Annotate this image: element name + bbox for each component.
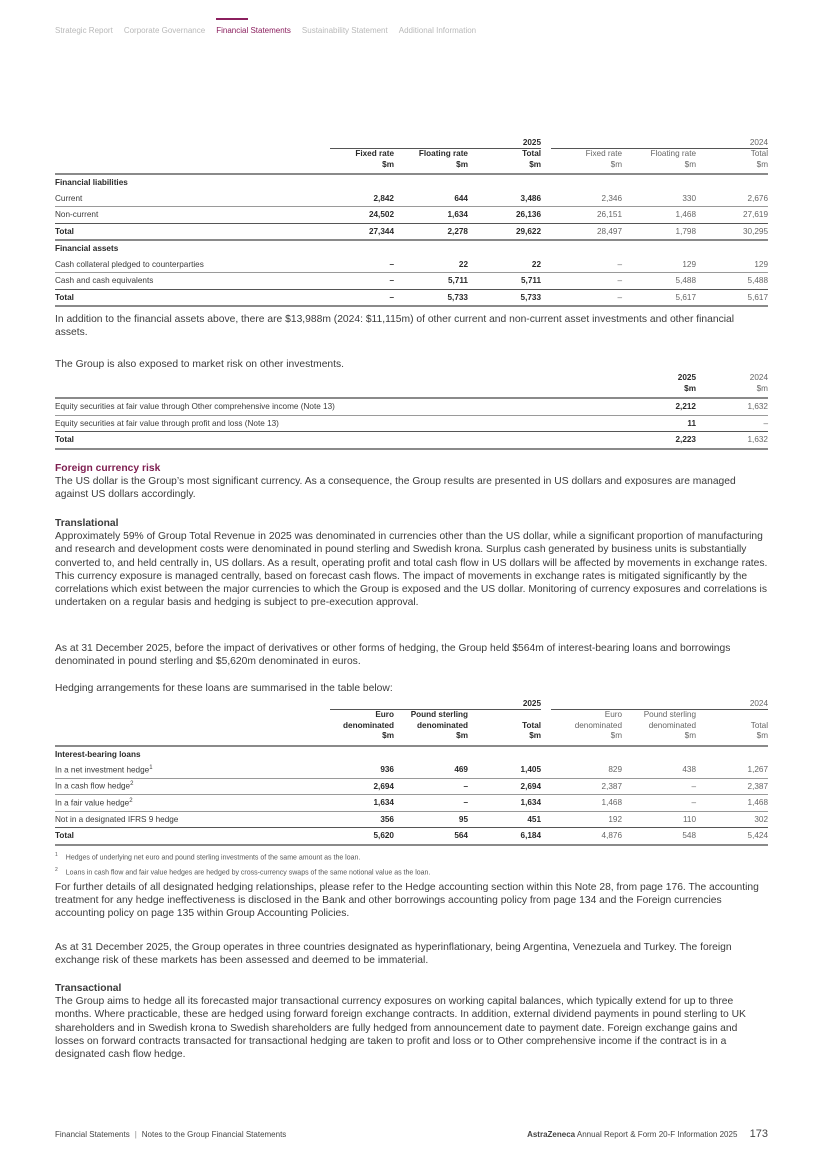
header-line: $m: [610, 159, 623, 169]
value-cell: 2,676: [696, 191, 768, 207]
year-cell: [541, 137, 768, 149]
value-cell: 2,694: [330, 778, 394, 795]
value-cell: 2,387: [541, 778, 622, 795]
year-row: [55, 137, 768, 149]
data-table: [55, 373, 768, 450]
row-label-text: In a net investment hedge: [55, 765, 150, 775]
table-row: [55, 398, 768, 415]
table-row: [55, 778, 768, 795]
value-cell: –: [541, 257, 622, 273]
hedging-table: [55, 698, 768, 846]
row-label: [55, 811, 330, 828]
row-label: [55, 289, 330, 306]
row-label-text: Interest-bearing loans: [55, 749, 141, 759]
column-header: [541, 149, 622, 174]
row-label: [55, 398, 624, 415]
value-cell: 451: [468, 811, 541, 828]
value-cell: –: [622, 795, 696, 812]
value-cell: 5,711: [394, 273, 468, 290]
value-cell: 192: [541, 811, 622, 828]
table-row: [55, 762, 768, 778]
value-cell: 6,184: [468, 828, 541, 845]
year-cell: [541, 698, 768, 710]
row-label-text: Total: [55, 226, 74, 236]
header-line: $m: [756, 731, 769, 740]
header-line: denominated: [417, 720, 468, 730]
table-row: [55, 415, 768, 432]
value-cell: 2,278: [394, 223, 468, 240]
value-cell: 129: [696, 257, 768, 273]
column-header: [541, 710, 622, 746]
header-line: $m: [610, 731, 623, 740]
header-line: denominated: [574, 720, 623, 730]
value-cell: 27,344: [330, 223, 394, 240]
page-footer: Financial Statements | Notes to the Group Financial Statements AstraZeneca Annual Report & Form 20-F Information 2025 173: [55, 1128, 768, 1140]
row-label: [55, 257, 330, 273]
year-label: 2024: [551, 138, 768, 149]
row-label: [55, 223, 330, 240]
value-cell: 1,632: [696, 432, 768, 449]
header-line: 2025: [677, 373, 696, 382]
value-cell: 27,619: [696, 207, 768, 224]
footnote-mark: 1: [55, 852, 58, 858]
value-cell: 5,733: [394, 289, 468, 306]
header-line: $m: [456, 159, 468, 169]
value-cell: 548: [622, 828, 696, 845]
footnote-ref: 2: [130, 781, 134, 788]
value-cell: 22: [394, 257, 468, 273]
table-row: [55, 207, 768, 224]
page-number: 173: [749, 1128, 768, 1140]
header-line: $m: [382, 731, 394, 740]
value-cell: 1,798: [622, 223, 696, 240]
row-label: [55, 746, 768, 763]
value-cell: 3,486: [468, 191, 541, 207]
header-row: [55, 149, 768, 174]
row-label-text: Cash collateral pledged to counterparties: [55, 259, 204, 269]
footer-brand: AstraZeneca: [527, 1130, 576, 1139]
empty-cell: [55, 698, 330, 710]
value-cell: 644: [394, 191, 468, 207]
row-label: [55, 207, 330, 224]
value-cell: 2,694: [468, 778, 541, 795]
section-row: [55, 746, 768, 763]
value-cell: 26,151: [541, 207, 622, 224]
value-cell: 30,295: [696, 223, 768, 240]
row-label: [55, 795, 330, 812]
value-cell: 5,617: [696, 289, 768, 306]
empty-cell: [55, 373, 624, 398]
value-cell: 22: [468, 257, 541, 273]
table-row: [55, 795, 768, 812]
row-label: [55, 778, 330, 795]
value-cell: 2,842: [330, 191, 394, 207]
value-cell: –: [330, 257, 394, 273]
data-table: [55, 137, 768, 307]
value-cell: 95: [394, 811, 468, 828]
value-cell: 469: [394, 762, 468, 778]
header-line: Floating rate: [650, 149, 697, 158]
value-cell: 4,876: [541, 828, 622, 845]
header-row: [55, 710, 768, 746]
column-header: [394, 710, 468, 746]
hyperinflation-paragraph: As at 31 December 2025, the Group operates in three countries designated as hyperinflationary, being Argentina, Venezuela and Turkey. The foreign exchange risk of these markets has been assessed and deemed to be immaterial.: [55, 942, 732, 967]
table-row: [55, 191, 768, 207]
nav-strategic-report[interactable]: Strategic Report: [55, 26, 113, 35]
footer-section: Financial Statements: [55, 1129, 130, 1139]
value-cell: 5,733: [468, 289, 541, 306]
header-line: $m: [684, 383, 696, 393]
row-label-text: In a fair value hedge: [55, 798, 130, 808]
header-line: 2024: [749, 373, 768, 382]
year-row: [55, 698, 768, 710]
row-label-text: Total: [55, 292, 74, 302]
other-assets-paragraph: In addition to the financial assets above, there are $13,988m (2024: $11,115m) of other current and non-current asset investments and other financial assets.: [55, 314, 735, 339]
value-cell: –: [541, 273, 622, 290]
value-cell: 5,488: [696, 273, 768, 290]
header-line: $m: [684, 731, 697, 740]
row-label: [55, 432, 624, 449]
value-cell: 1,634: [468, 795, 541, 812]
column-header: [624, 373, 696, 398]
header-line: $m: [456, 731, 468, 740]
column-header: [622, 710, 696, 746]
value-cell: 438: [622, 762, 696, 778]
column-header: [468, 710, 541, 746]
header-line: Total: [750, 720, 769, 730]
empty-cell: [55, 710, 330, 746]
year-cell: [330, 698, 541, 710]
value-cell: 1,405: [468, 762, 541, 778]
value-cell: –: [330, 273, 394, 290]
header-line: Fixed rate: [585, 149, 623, 158]
value-cell: 5,617: [622, 289, 696, 306]
header-row: [55, 373, 768, 398]
total-row: [55, 432, 768, 449]
nav-additional-information[interactable]: Additional Information: [398, 26, 477, 35]
header-line: $m: [382, 159, 394, 169]
data-table: [55, 698, 768, 846]
header-line: Pound sterling: [643, 710, 697, 719]
value-cell: 5,711: [468, 273, 541, 290]
row-label: [55, 762, 330, 778]
value-cell: 2,223: [624, 432, 696, 449]
other-investments-table: [55, 373, 768, 450]
header-line: $m: [756, 383, 768, 393]
value-cell: –: [541, 289, 622, 306]
header-line: Total: [750, 149, 769, 158]
value-cell: 1,468: [541, 795, 622, 812]
column-header: [330, 149, 394, 174]
value-cell: 5,424: [696, 828, 768, 845]
section-row: [55, 174, 768, 191]
footnotes: [55, 849, 768, 880]
footnote-ref: 2: [129, 797, 133, 804]
column-header: [330, 710, 394, 746]
value-cell: –: [394, 795, 468, 812]
footnote-ref: 1: [149, 764, 153, 771]
footer-subsection: Notes to the Group Financial Statements: [141, 1129, 287, 1139]
table-row: [55, 273, 768, 290]
value-cell: 2,387: [696, 778, 768, 795]
market-risk-paragraph: The Group is also exposed to market risk on other investments.: [55, 359, 345, 370]
value-cell: 1,632: [696, 398, 768, 415]
section-row: [55, 240, 768, 257]
empty-cell: [55, 137, 330, 149]
row-label: [55, 174, 768, 191]
column-header: [622, 149, 696, 174]
footnote-text: Hedges of underlying net euro and pound sterling investments of the same amount as the loan.: [65, 854, 361, 862]
value-cell: 26,136: [468, 207, 541, 224]
header-line: Total: [522, 149, 542, 158]
table-row: [55, 811, 768, 828]
header-line: denominated: [648, 720, 697, 730]
borrowings-paragraph: As at 31 December 2025, before the impact of derivatives or other forms of hedging, the Group held $564m of interest-bearing loans and borrowings denominated in pound sterling and $5,620m denominated in euros.: [55, 643, 731, 668]
translational-heading: Translational: [55, 518, 119, 529]
row-label: [55, 415, 624, 432]
column-header: [394, 149, 468, 174]
header-line: Floating rate: [418, 149, 468, 158]
value-cell: –: [330, 289, 394, 306]
row-label: [55, 273, 330, 290]
column-header: [696, 373, 768, 398]
value-cell: 2,212: [624, 398, 696, 415]
row-label-text: Cash and cash equivalents: [55, 276, 154, 286]
row-label-text: Current: [55, 193, 83, 203]
nav-financial-statements[interactable]: Financial Statements: [216, 26, 291, 35]
value-cell: 1,468: [622, 207, 696, 224]
row-label: [55, 240, 768, 257]
value-cell: –: [622, 778, 696, 795]
header-line: Fixed rate: [355, 149, 394, 158]
hedging-intro-paragraph: Hedging arrangements for these loans are summarised in the table below:: [55, 683, 393, 694]
header-line: Euro: [604, 710, 623, 719]
header-line: denominated: [343, 720, 394, 730]
value-cell: –: [394, 778, 468, 795]
value-cell: 564: [394, 828, 468, 845]
row-label-text: Financial liabilities: [55, 178, 128, 188]
empty-cell: [55, 149, 330, 174]
value-cell: 24,502: [330, 207, 394, 224]
row-label-text: In a cash flow hedge: [55, 782, 131, 792]
header-line: Euro: [375, 710, 394, 719]
row-label-text: Not in a designated IFRS 9 hedge: [55, 814, 179, 824]
column-header: [696, 710, 768, 746]
total-row: [55, 289, 768, 306]
interest-rate-table: [55, 137, 768, 307]
row-label-text: Total: [55, 831, 74, 841]
value-cell: 330: [622, 191, 696, 207]
value-cell: 829: [541, 762, 622, 778]
footnote-mark: 2: [55, 867, 58, 874]
header-line: Total: [522, 720, 542, 730]
row-label-text: Total: [55, 435, 74, 445]
value-cell: 28,497: [541, 223, 622, 240]
table-row: [55, 257, 768, 273]
row-label-text: Non-current: [55, 210, 99, 220]
header-line: $m: [684, 159, 697, 169]
row-label-text: Equity securities at fair value through Other comprehensive income (Note 13): [55, 402, 335, 412]
year-label: 2025: [330, 699, 541, 710]
footnote-text: Loans in cash flow and fair value hedges are hedged by cross-currency swaps of the same notional value as the loan.: [65, 869, 431, 877]
year-label: 2024: [551, 699, 768, 710]
value-cell: –: [696, 415, 768, 432]
section-nav: [55, 26, 476, 35]
header-line: Pound sterling: [410, 710, 468, 719]
total-row: [55, 223, 768, 240]
row-label-text: Equity securities at fair value through profit and loss (Note 13): [55, 418, 279, 428]
header-line: $m: [756, 159, 769, 169]
translational-paragraph: Approximately 59% of Group Total Revenue in 2025 was denominated in currencies other than the US dollar, while a significant proportion of manufacturing and research and development costs were denominated in pound sterling and Swedish krona. Surplus cash generated by business units is substantially converted to, and held centrally in, US dollars. As a result, operating profit and total cash flow in US dollars will be affected by movements in exchange rates. This currency exposure is managed centrally, based on forecast cash flows. The impact of movements in exchange rates is mitigated significantly by the correlations which exist between the major currencies to which the Group is exposed and the US dollar. Monitoring of currency exposures and correlations is undertaken on a regular basis and hedging is subject to pre-execution approval.: [55, 531, 768, 609]
value-cell: 5,488: [622, 273, 696, 290]
column-header: [468, 149, 541, 174]
foreign-currency-paragraph: The US dollar is the Group’s most significant currency. As a consequence, the Group results are presented in US dollars and exposures are managed against US dollars accordingly.: [55, 476, 736, 501]
row-label-text: Financial assets: [55, 244, 119, 254]
footnote-1: [55, 849, 768, 864]
row-label: [55, 191, 330, 207]
value-cell: 11: [624, 415, 696, 432]
header-line: $m: [529, 159, 542, 169]
year-label: 2025: [330, 138, 541, 149]
value-cell: 1,634: [330, 795, 394, 812]
year-cell: [330, 137, 541, 149]
value-cell: 356: [330, 811, 394, 828]
further-details-paragraph: For further details of all designated hedging relationships, please refer to the Hedge accounting section within this Note 28, from page 176. The accounting treatment for any hedge ineffectiveness is disclosed in the Bank and other borrowings accounting policy from page 134 and the Foreign currencies accounting policy on page 135 within Group Accounting Policies.: [55, 882, 759, 920]
value-cell: 1,267: [696, 762, 768, 778]
value-cell: 2,346: [541, 191, 622, 207]
footnote-2: [55, 864, 768, 879]
header-line: $m: [529, 731, 542, 740]
value-cell: 1,468: [696, 795, 768, 812]
nav-corporate-governance[interactable]: Corporate Governance: [123, 26, 206, 35]
value-cell: 129: [622, 257, 696, 273]
value-cell: 29,622: [468, 223, 541, 240]
column-header: [696, 149, 768, 174]
foreign-currency-risk-heading: Foreign currency risk: [55, 463, 161, 474]
footer-document: Annual Report & Form 20-F Information 2025: [576, 1130, 738, 1139]
value-cell: 936: [330, 762, 394, 778]
value-cell: 5,620: [330, 828, 394, 845]
transactional-paragraph: The Group aims to hedge all its forecasted major transactional currency exposures on working capital balances, which typically extend for up to three months. Where practicable, these are hedged using forward foreign exchange contracts. In addition, external dividend payments in pound sterling to UK shareholders and in Swedish krona to Swedish shareholders are fully hedged from announcement date to payment date. Foreign exchange gains and losses on forward contracts transacted for transactional hedging are taken to profit and loss or to Other comprehensive income if the contract is in a designated cash flow hedge.: [55, 996, 746, 1061]
value-cell: 110: [622, 811, 696, 828]
nav-sustainability-statement[interactable]: Sustainability Statement: [301, 26, 388, 35]
total-row: [55, 828, 768, 845]
value-cell: 1,634: [394, 207, 468, 224]
row-label: [55, 828, 330, 845]
value-cell: 302: [696, 811, 768, 828]
transactional-heading: Transactional: [55, 983, 122, 994]
